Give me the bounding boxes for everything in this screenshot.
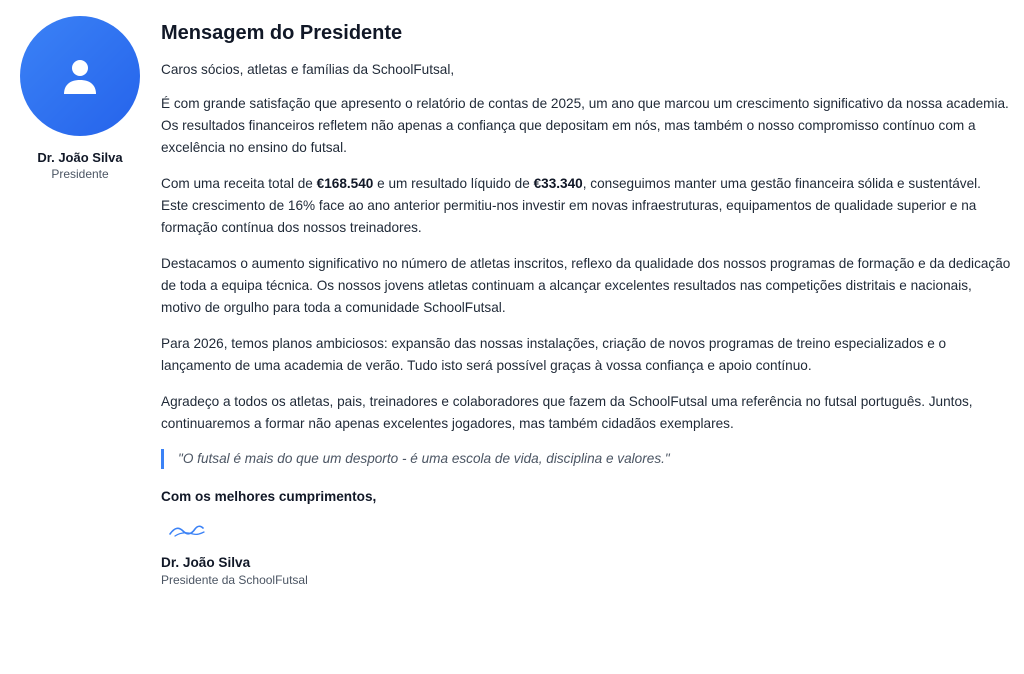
- paragraph-plans: Para 2026, temos planos ambiciosos: expansão das nossas instalações, criação de novos programas de treino especializados e o lançamento de uma academia de verão. Tudo isto será possível graças à vossa confiança e apoio contínuo.: [161, 336, 947, 373]
- profile-role: Presidente: [51, 167, 109, 181]
- user-icon: [60, 56, 100, 96]
- revenue-value: €168.540: [316, 176, 374, 191]
- greeting-text: Caros sócios, atletas e famílias da SchoolFutsal,: [161, 62, 455, 77]
- paragraph-intro: É com grande satisfação que apresento o relatório de contas de 2025, um ano que marcou um crescimento significativo da nossa academia. Os resultados financeiros refletem não apenas a confiança que depositam em nós, mas também o nosso compromisso contínuo com a excelência no ensino do futsal.: [161, 96, 1009, 155]
- motto-quote: "O futsal é mais do que um desporto - é uma escola de vida, disciplina e valores.": [161, 449, 1011, 469]
- financials-text-2: e um resultado líquido de: [373, 176, 534, 191]
- profile-name: Dr. João Silva: [37, 150, 123, 165]
- paragraph-thanks: Agradeço a todos os atletas, pais, treinadores e colaboradores que fazem da SchoolFutsal uma referência no futsal português. Juntos, continuaremos a formar não apenas excelentes jogadores, mas também cidadãos exemplares.: [161, 394, 973, 431]
- financials-text-1: Com uma receita total de: [161, 176, 317, 191]
- net-result-value: €33.340: [533, 176, 583, 191]
- paragraph-athletes: Destacamos o aumento significativo no número de atletas inscritos, reflexo da qualidade dos nossos programas de formação e da dedicação de toda a equipa técnica. Os nossos jovens atletas continuam a alcançar excelentes resultados nas competições distritais e nacionais, motivo de orgulho para toda a comunidade SchoolFutsal.: [161, 256, 1011, 315]
- message-content: [161, 22, 1011, 587]
- paragraph-financials: [161, 173, 1011, 239]
- page-title: Mensagem do Presidente: [161, 22, 403, 44]
- president-profile: [10, 16, 150, 181]
- signature-icon: [167, 520, 207, 542]
- closing-text: Com os melhores cumprimentos,: [161, 489, 377, 504]
- signature-role: Presidente da SchoolFutsal: [161, 573, 308, 587]
- avatar: [20, 16, 140, 136]
- financials-text-3: , conseguimos manter uma gestão financeira sólida e sustentável. Este crescimento de 16% face ao ano anterior permitiu-nos investir em novas infraestruturas, equipamentos de qualidade superior e na formação contínua dos nossos treinadores.: [161, 176, 981, 235]
- signature-name: Dr. João Silva: [161, 555, 251, 570]
